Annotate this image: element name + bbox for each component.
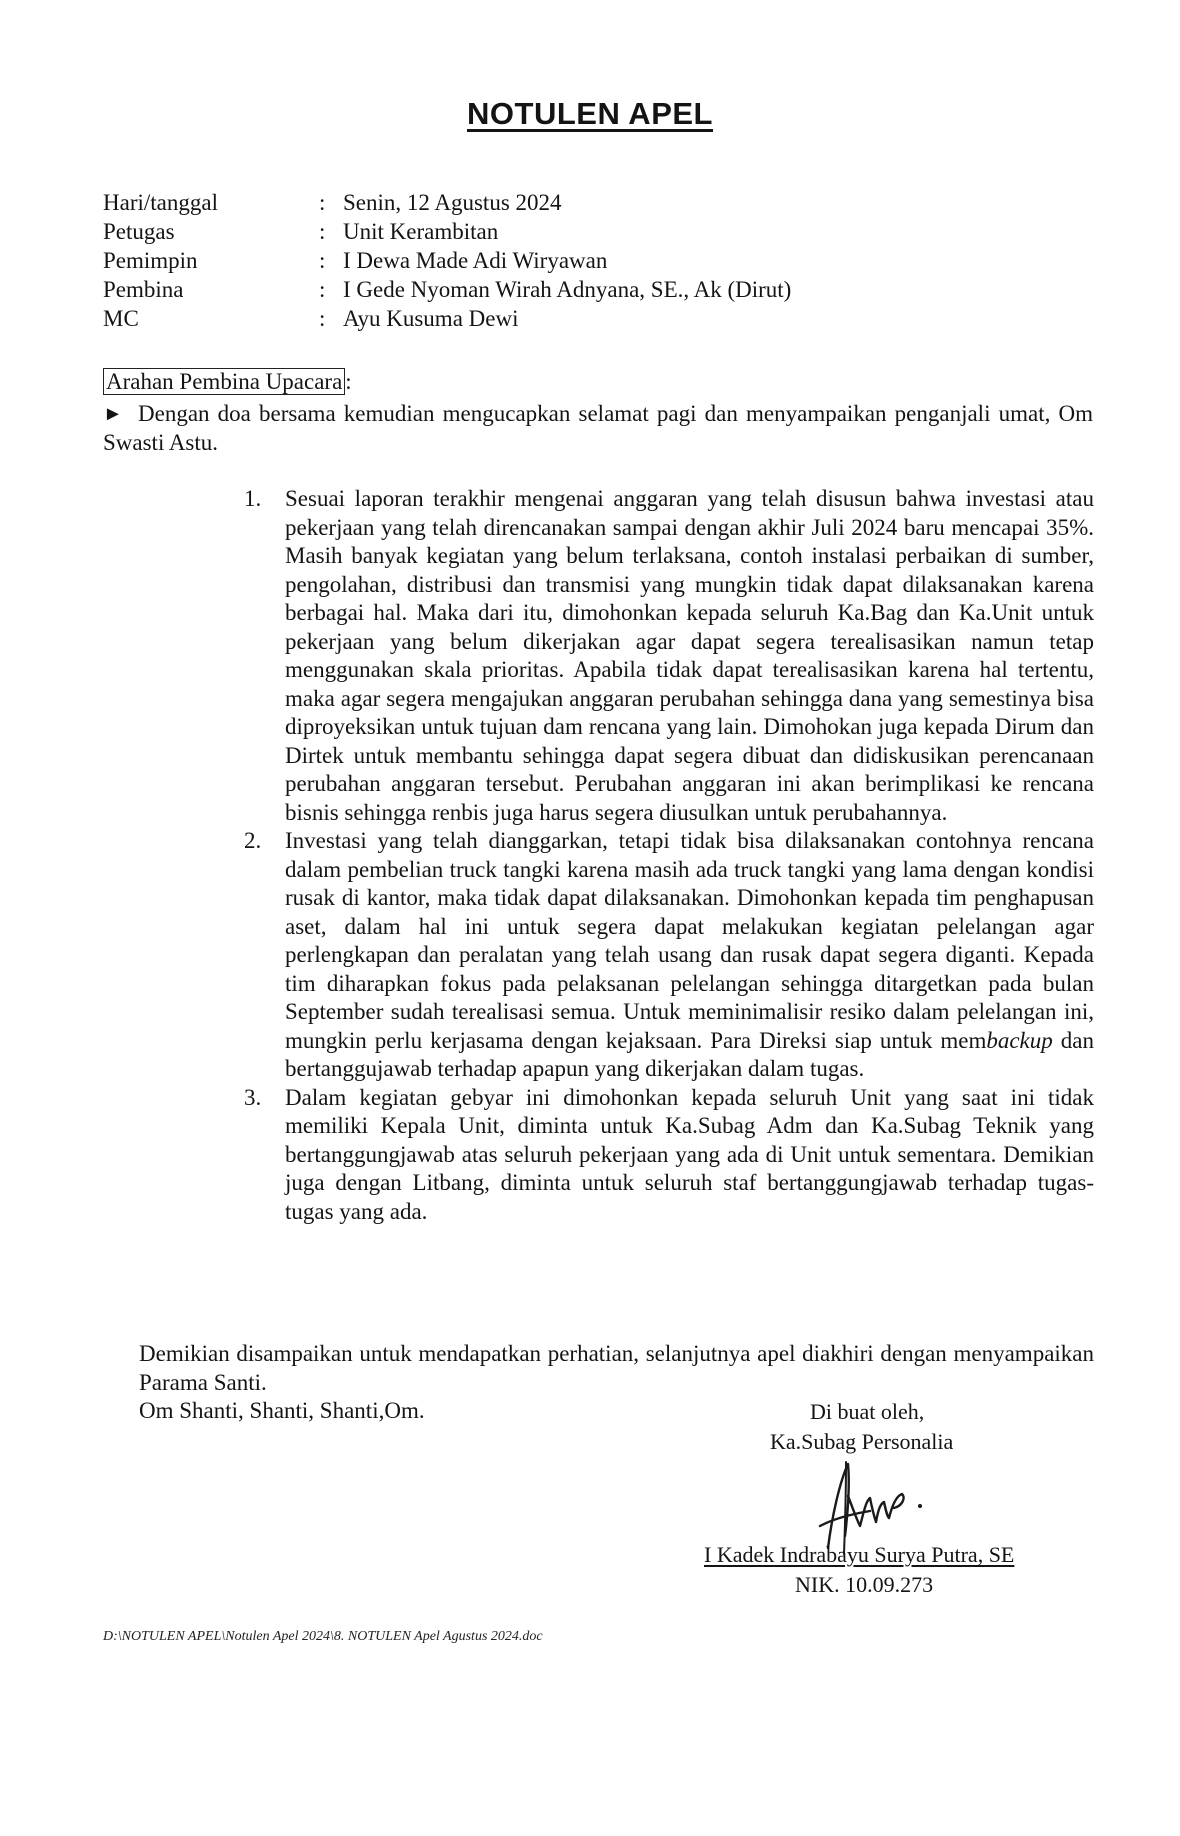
- point-text: Investasi yang telah dianggarkan, tetapi tidak bisa dilaksanakan contohnya rencana dalam pembelian truck tangki karena masih ada truck tangki yang lama dengan kondisi rusak di kantor, maka tidak dapat dilaksanakan. Dimohonkan kepada tim penghapusan aset, dalam hal ini untuk segera dapat melakukan kegiatan pelelangan agar perlengkapan dan peralatan yang telah usang dan rusak dapat segera diganti. Kepada tim diharapkan fokus pada pelaksanan pelelangan sehingga ditargetkan pada bulan September sudah terealisasi semua. Untuk meminimalisir resiko dalam pelelangan ini, mungkin perlu kerjasama dengan kejaksaan. Para Direksi siap untuk mem: [285, 828, 1094, 1053]
- point-text: Sesuai laporan terakhir mengenai anggaran yang telah disusun bahwa investasi atau pekerjaan yang telah direncanakan sampai dengan akhir Juli 2024 baru mencapai 35%. Masih banyak kegiatan yang belum terlaksana, contoh instalasi perbaikan di sumber, pengolahan, distribusi dan transmisi yang mungkin tidak dapat dilaksanakan karena berbagai hal. Maka dari itu, dimohonkan kepada seluruh Ka.Bag dan Ka.Unit untuk pekerjaan yang belum dikerjakan agar dapat segera terealisasikan namun tetap menggunakan skala prioritas. Apabila tidak dapat terealisasikan karena hal tertentu, maka agar segera mengajukan anggaran perubahan sehingga dana yang semestinya bisa diproyeksikan untuk tujuan dam rencana yang lain. Dimohokan juga kepada Dirum dan Dirtek untuk membantu sehingga dapat segera dibuat dan didiskusikan perencanaan perubahan anggaran tersebut. Perubahan anggaran ini akan berimplikasi ke rencana bisnis sehingga renbis juga harus segera diusulkan untuk perubahannya.: [285, 486, 1094, 825]
- signature-made-by: Di buat oleh,: [810, 1399, 925, 1424]
- meta-colon: :: [319, 190, 326, 215]
- point-item: [244, 827, 1094, 1084]
- signature-name: I Kadek Indrabayu Surya Putra, SE: [704, 1542, 1015, 1567]
- point-number: 2.: [244, 828, 262, 853]
- meta-label: Pembina: [103, 277, 184, 302]
- point-item: [244, 485, 1094, 827]
- section-heading-text: Arahan Pembina Upacara: [103, 368, 345, 395]
- meta-value: I Dewa Made Adi Wiryawan: [343, 248, 608, 273]
- closing-salutation: Om Shanti, Shanti, Shanti,Om.: [139, 1398, 425, 1423]
- meta-row-mc: [103, 304, 1003, 333]
- signature-nik: NIK. 10.09.273: [795, 1572, 934, 1597]
- point-text-italic: backup: [986, 1027, 1053, 1053]
- point-text-end: dan bertanggujawab terhadap apapun yang dikerjakan dalam tugas.: [285, 1027, 1094, 1081]
- meta-label: Hari/tanggal: [103, 190, 218, 215]
- meta-colon: :: [319, 219, 326, 244]
- meta-value: Senin, 12 Agustus 2024: [343, 190, 562, 215]
- meta-label: Pemimpin: [103, 248, 198, 273]
- meta-label: Petugas: [103, 219, 175, 244]
- closing-paragraph: [139, 1340, 1094, 1426]
- section-heading: [103, 368, 352, 396]
- point-item: [244, 1084, 1094, 1227]
- numbered-points: [244, 485, 1094, 1226]
- point-number: 3.: [244, 1084, 262, 1110]
- closing-text: Demikian disampaikan untuk mendapatkan perhatian, selanjutnya apel diakhiri dengan menyampaikan Parama Santi.: [139, 1341, 1094, 1395]
- meta-label: MC: [103, 306, 139, 331]
- meta-row-officer: [103, 217, 1003, 246]
- intro-paragraph: [103, 400, 1093, 457]
- meta-value: Ayu Kusuma Dewi: [343, 306, 519, 331]
- triangle-bullet-icon: ►: [103, 403, 123, 425]
- point-text: Dalam kegiatan gebyar ini dimohonkan kepada seluruh Unit yang saat ini tidak memiliki Kepala Unit, diminta untuk Ka.Subag Adm dan Ka.Subag Teknik yang bertanggungjawab atas seluruh pekerjaan yang ada di Unit untuk sementara. Demikian juga dengan Litbang, diminta untuk seluruh staf bertanggungjawab terhadap tugas-tugas yang ada.: [285, 1084, 1094, 1224]
- meta-row-supervisor: [103, 275, 1003, 304]
- meta-value: Unit Kerambitan: [343, 219, 499, 244]
- signature-role: Ka.Subag Personalia: [770, 1429, 954, 1454]
- meta-colon: :: [319, 306, 326, 331]
- meta-colon: :: [319, 277, 326, 302]
- meta-value: I Gede Nyoman Wirah Adnyana, SE., Ak (Dirut): [343, 277, 792, 302]
- meta-colon: :: [319, 248, 326, 273]
- meta-table: [103, 188, 1003, 333]
- footer-file-path: D:\NOTULEN APEL\Notulen Apel 2024\8. NOTULEN Apel Agustus 2024.doc: [103, 1629, 543, 1644]
- point-number: 1.: [244, 486, 262, 511]
- document-title: NOTULEN APEL: [467, 96, 713, 131]
- section-heading-colon: :: [345, 369, 352, 394]
- meta-row-date: [103, 188, 1003, 217]
- intro-text: Dengan doa bersama kemudian mengucapkan selamat pagi dan menyampaikan penganjali umat, Om Swasti Astu.: [103, 401, 1093, 455]
- meta-row-leader: [103, 246, 1003, 275]
